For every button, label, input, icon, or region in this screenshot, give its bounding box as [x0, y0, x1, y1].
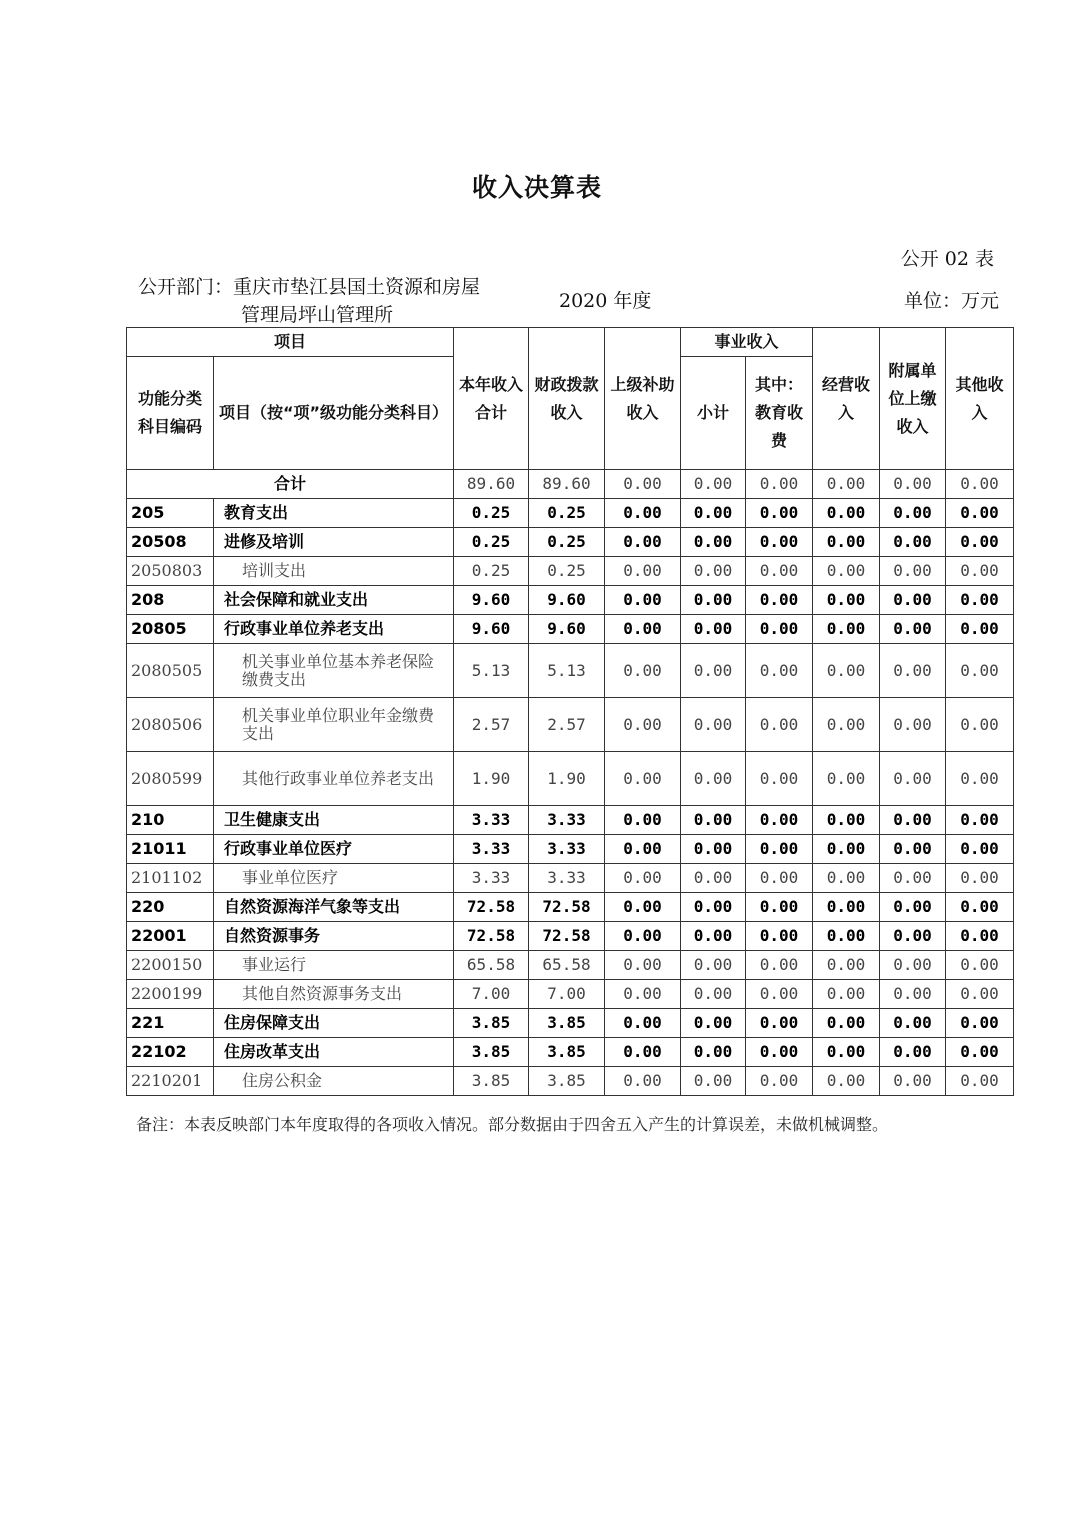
row-value: 0.00	[746, 615, 813, 644]
row-value: 0.00	[746, 1038, 813, 1067]
row-value: 0.00	[813, 499, 880, 528]
row-name: 住房公积金	[214, 1067, 454, 1096]
row-value: 0.00	[681, 806, 746, 835]
fiscal-year: 2020 年度	[559, 290, 652, 312]
row-value: 3.33	[529, 835, 605, 864]
row-value: 0.00	[681, 951, 746, 980]
table-row	[127, 528, 1014, 557]
row-value: 0.00	[746, 528, 813, 557]
row-value: 0.00	[605, 980, 681, 1009]
row-name: 行政事业单位医疗	[214, 835, 454, 864]
row-value: 0.00	[946, 980, 1014, 1009]
row-value: 0.00	[880, 893, 946, 922]
row-value: 0.00	[746, 951, 813, 980]
table-row	[127, 644, 1014, 698]
row-value: 0.00	[946, 835, 1014, 864]
row-value: 0.00	[746, 980, 813, 1009]
row-value: 0.00	[946, 528, 1014, 557]
header-other: 其他收入	[946, 328, 1014, 470]
income-table	[126, 327, 1014, 1096]
row-code: 2101102	[127, 864, 214, 893]
header-edu: 其中：教育收费	[746, 357, 813, 470]
row-value: 0.00	[880, 980, 946, 1009]
row-value: 0.00	[681, 1067, 746, 1096]
header-project: 项目	[127, 328, 454, 357]
page-title: 收入决算表	[471, 173, 602, 202]
row-value: 0.00	[813, 893, 880, 922]
row-value: 0.00	[605, 1038, 681, 1067]
table-row	[127, 1009, 1014, 1038]
header-code: 功能分类科目编码	[127, 357, 214, 470]
row-value: 0.00	[880, 864, 946, 893]
row-value: 0.00	[946, 922, 1014, 951]
row-value: 0.00	[946, 615, 1014, 644]
total-value: 89.60	[529, 470, 605, 499]
row-value: 0.00	[880, 615, 946, 644]
row-code: 2200199	[127, 980, 214, 1009]
row-value: 0.00	[681, 557, 746, 586]
row-value: 0.00	[946, 698, 1014, 752]
total-value: 0.00	[605, 470, 681, 499]
row-name: 其他自然资源事务支出	[214, 980, 454, 1009]
footnote: 备注：本表反映部门本年度取得的各项收入情况。部分数据由于四舍五入产生的计算误差，未做机械调整。	[136, 1115, 889, 1134]
row-value: 9.60	[529, 615, 605, 644]
row-value: 0.25	[454, 499, 529, 528]
row-value: 0.00	[605, 806, 681, 835]
row-value: 0.00	[880, 1038, 946, 1067]
row-code: 208	[127, 586, 214, 615]
row-value: 0.00	[813, 557, 880, 586]
row-code: 2080505	[127, 644, 214, 698]
row-value: 0.00	[813, 1038, 880, 1067]
row-value: 3.85	[454, 1067, 529, 1096]
row-value: 0.00	[605, 893, 681, 922]
row-value: 0.00	[946, 1038, 1014, 1067]
row-value: 0.00	[880, 499, 946, 528]
row-value: 3.85	[529, 1038, 605, 1067]
row-value: 0.25	[454, 557, 529, 586]
row-value: 0.00	[746, 698, 813, 752]
row-value: 0.00	[681, 980, 746, 1009]
row-value: 0.25	[454, 528, 529, 557]
row-code: 20805	[127, 615, 214, 644]
row-value: 5.13	[529, 644, 605, 698]
row-value: 0.00	[813, 1009, 880, 1038]
row-name: 培训支出	[214, 557, 454, 586]
row-value: 0.00	[880, 951, 946, 980]
table-row	[127, 1038, 1014, 1067]
table-row	[127, 893, 1014, 922]
header-operating: 经营收入	[813, 328, 880, 470]
row-value: 5.13	[454, 644, 529, 698]
row-value: 0.00	[880, 1009, 946, 1038]
row-value: 0.00	[813, 752, 880, 806]
department-line-2: 管理局坪山管理所	[241, 304, 394, 326]
row-name: 住房改革支出	[214, 1038, 454, 1067]
row-value: 1.90	[454, 752, 529, 806]
row-value: 65.58	[454, 951, 529, 980]
header-subtotal: 小计	[681, 357, 746, 470]
row-value: 0.00	[605, 528, 681, 557]
row-value: 0.00	[946, 951, 1014, 980]
row-value: 0.00	[880, 557, 946, 586]
row-value: 0.00	[946, 752, 1014, 806]
row-value: 0.00	[813, 1067, 880, 1096]
row-value: 0.00	[880, 698, 946, 752]
table-row	[127, 806, 1014, 835]
table-row	[127, 499, 1014, 528]
row-value: 0.00	[746, 644, 813, 698]
table-row	[127, 586, 1014, 615]
row-value: 9.60	[454, 615, 529, 644]
header-superior: 上级补助收入	[605, 328, 681, 470]
row-value: 0.00	[605, 499, 681, 528]
row-value: 2.57	[529, 698, 605, 752]
row-value: 0.00	[605, 586, 681, 615]
row-value: 0.00	[813, 922, 880, 951]
row-code: 22001	[127, 922, 214, 951]
row-value: 0.00	[880, 922, 946, 951]
row-value: 0.00	[880, 835, 946, 864]
row-value: 0.00	[746, 922, 813, 951]
row-value: 0.00	[880, 528, 946, 557]
row-value: 0.00	[813, 586, 880, 615]
row-code: 220	[127, 893, 214, 922]
table-row	[127, 615, 1014, 644]
row-value: 3.85	[529, 1009, 605, 1038]
row-code: 210	[127, 806, 214, 835]
row-value: 0.00	[880, 1067, 946, 1096]
row-value: 0.00	[946, 557, 1014, 586]
table-row	[127, 980, 1014, 1009]
row-value: 0.00	[681, 864, 746, 893]
row-value: 9.60	[454, 586, 529, 615]
total-label: 合计	[127, 470, 454, 499]
row-value: 7.00	[529, 980, 605, 1009]
row-value: 1.90	[529, 752, 605, 806]
row-name: 机关事业单位基本养老保险缴费支出	[214, 644, 454, 698]
row-value: 0.00	[880, 806, 946, 835]
row-value: 0.00	[605, 1009, 681, 1038]
row-value: 9.60	[529, 586, 605, 615]
row-value: 0.00	[681, 698, 746, 752]
row-value: 0.00	[946, 806, 1014, 835]
row-code: 221	[127, 1009, 214, 1038]
row-value: 3.85	[529, 1067, 605, 1096]
row-name: 教育支出	[214, 499, 454, 528]
row-name: 自然资源事务	[214, 922, 454, 951]
row-value: 3.33	[529, 806, 605, 835]
row-value: 0.00	[746, 893, 813, 922]
row-code: 2050803	[127, 557, 214, 586]
unit-label: 单位：万元	[903, 290, 999, 312]
row-value: 3.33	[529, 864, 605, 893]
row-value: 0.00	[681, 615, 746, 644]
row-value: 0.00	[605, 752, 681, 806]
row-value: 0.00	[681, 528, 746, 557]
row-name: 机关事业单位职业年金缴费支出	[214, 698, 454, 752]
row-code: 22102	[127, 1038, 214, 1067]
table-row	[127, 951, 1014, 980]
table-row	[127, 752, 1014, 806]
row-value: 72.58	[529, 922, 605, 951]
row-value: 0.00	[746, 586, 813, 615]
row-value: 0.00	[813, 698, 880, 752]
row-value: 0.25	[529, 499, 605, 528]
row-code: 2200150	[127, 951, 214, 980]
table-row	[127, 864, 1014, 893]
row-code: 2210201	[127, 1067, 214, 1096]
table-row	[127, 557, 1014, 586]
row-value: 0.00	[605, 644, 681, 698]
total-value: 0.00	[946, 470, 1014, 499]
row-value: 0.00	[813, 644, 880, 698]
row-value: 3.33	[454, 864, 529, 893]
row-value: 0.00	[946, 1067, 1014, 1096]
row-value: 0.00	[813, 835, 880, 864]
table-row	[127, 1067, 1014, 1096]
row-value: 0.00	[681, 499, 746, 528]
row-value: 0.00	[946, 499, 1014, 528]
row-value: 0.00	[605, 698, 681, 752]
row-value: 0.00	[813, 980, 880, 1009]
header-total: 本年收入合计	[454, 328, 529, 470]
row-name: 卫生健康支出	[214, 806, 454, 835]
table-row	[127, 835, 1014, 864]
row-value: 0.00	[681, 835, 746, 864]
row-code: 2080506	[127, 698, 214, 752]
row-name: 社会保障和就业支出	[214, 586, 454, 615]
department-line-1: 公开部门：重庆市垫江县国土资源和房屋	[138, 276, 481, 298]
total-value: 0.00	[746, 470, 813, 499]
row-value: 0.00	[946, 864, 1014, 893]
row-value: 3.33	[454, 806, 529, 835]
row-value: 3.85	[454, 1009, 529, 1038]
row-value: 72.58	[454, 893, 529, 922]
row-value: 0.00	[605, 951, 681, 980]
row-value: 0.00	[746, 752, 813, 806]
row-value: 0.00	[746, 499, 813, 528]
row-value: 0.00	[746, 835, 813, 864]
row-value: 0.00	[681, 1038, 746, 1067]
row-value: 3.33	[454, 835, 529, 864]
row-value: 0.00	[880, 644, 946, 698]
row-code: 21011	[127, 835, 214, 864]
form-number: 公开 02 表	[900, 248, 994, 270]
row-value: 0.00	[746, 806, 813, 835]
row-value: 0.00	[605, 864, 681, 893]
row-value: 0.00	[605, 557, 681, 586]
total-row	[127, 470, 1014, 499]
row-value: 0.00	[605, 615, 681, 644]
row-name: 其他行政事业单位养老支出	[214, 752, 454, 806]
row-value: 2.57	[454, 698, 529, 752]
row-value: 72.58	[529, 893, 605, 922]
row-value: 0.00	[746, 557, 813, 586]
row-value: 0.00	[681, 893, 746, 922]
row-name: 事业单位医疗	[214, 864, 454, 893]
table-row	[127, 922, 1014, 951]
row-value: 7.00	[454, 980, 529, 1009]
row-name: 事业运行	[214, 951, 454, 980]
total-value: 89.60	[454, 470, 529, 499]
row-value: 0.00	[681, 1009, 746, 1038]
row-value: 0.00	[946, 586, 1014, 615]
header-business: 事业收入	[681, 328, 813, 357]
row-value: 0.00	[813, 864, 880, 893]
row-value: 0.00	[681, 586, 746, 615]
row-value: 0.00	[880, 752, 946, 806]
row-value: 0.00	[746, 864, 813, 893]
row-value: 0.00	[681, 752, 746, 806]
row-value: 0.00	[681, 922, 746, 951]
row-value: 0.25	[529, 557, 605, 586]
row-value: 0.25	[529, 528, 605, 557]
row-value: 3.85	[454, 1038, 529, 1067]
row-value: 65.58	[529, 951, 605, 980]
row-code: 20508	[127, 528, 214, 557]
row-name: 行政事业单位养老支出	[214, 615, 454, 644]
row-value: 0.00	[605, 922, 681, 951]
row-value: 0.00	[605, 1067, 681, 1096]
row-name: 住房保障支出	[214, 1009, 454, 1038]
header-name: 项目（按“项”级功能分类科目）	[214, 357, 454, 470]
row-value: 0.00	[746, 1067, 813, 1096]
row-value: 0.00	[880, 586, 946, 615]
row-name: 自然资源海洋气象等支出	[214, 893, 454, 922]
row-value: 0.00	[746, 1009, 813, 1038]
row-value: 72.58	[454, 922, 529, 951]
row-name: 进修及培训	[214, 528, 454, 557]
row-value: 0.00	[946, 1009, 1014, 1038]
row-value: 0.00	[813, 806, 880, 835]
row-value: 0.00	[813, 528, 880, 557]
row-code: 2080599	[127, 752, 214, 806]
row-value: 0.00	[946, 893, 1014, 922]
row-value: 0.00	[946, 644, 1014, 698]
row-code: 205	[127, 499, 214, 528]
total-value: 0.00	[813, 470, 880, 499]
row-value: 0.00	[681, 644, 746, 698]
header-affiliated: 附属单位上缴收入	[880, 328, 946, 470]
total-value: 0.00	[880, 470, 946, 499]
table-row	[127, 698, 1014, 752]
row-value: 0.00	[605, 835, 681, 864]
header-fiscal: 财政拨款收入	[529, 328, 605, 470]
row-value: 0.00	[813, 615, 880, 644]
total-value: 0.00	[681, 470, 746, 499]
row-value: 0.00	[813, 951, 880, 980]
